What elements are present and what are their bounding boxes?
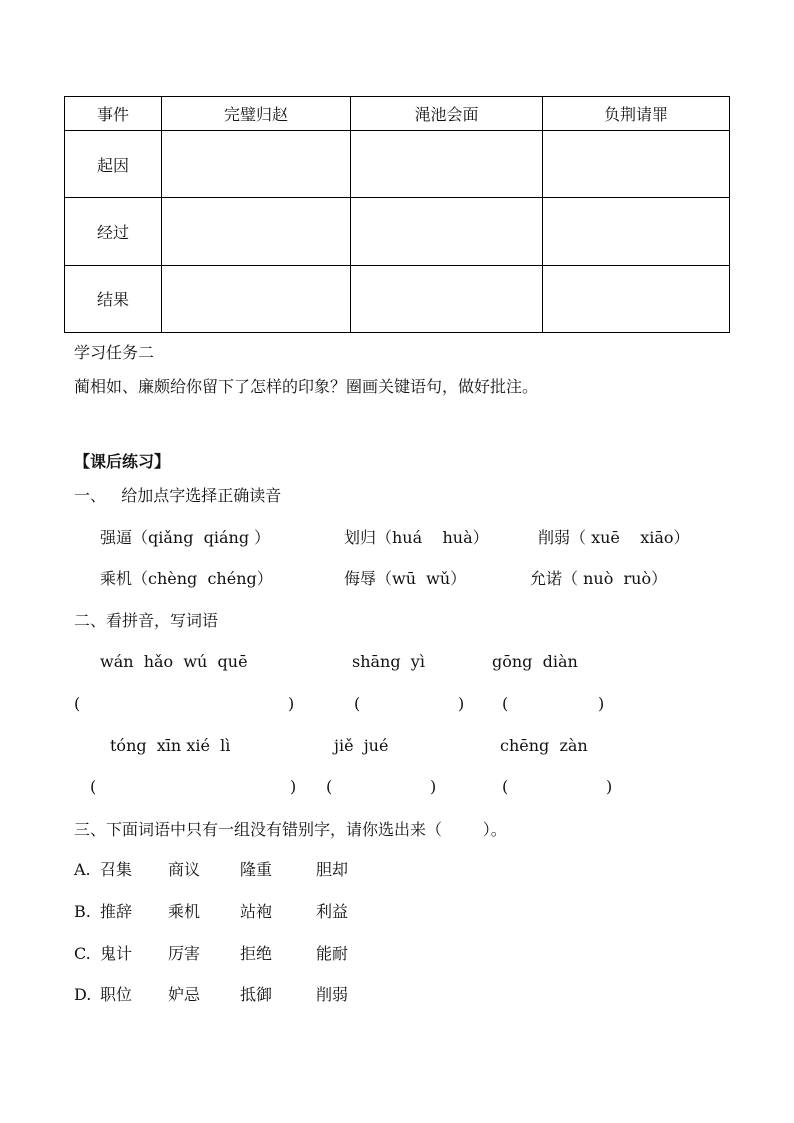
pinyin: jiě jué [334,736,389,755]
q1-item: 侮辱（wū wǔ） [344,569,467,588]
pinyin: gōng diàn [492,652,578,671]
option-word: 拒绝 [240,944,273,963]
answer-cell[interactable] [543,265,730,332]
option-word: 鬼计 [100,944,133,963]
answer-bracket-open: ( [326,777,333,796]
option-word: 能耐 [316,944,349,963]
row-label-process: 经过 [65,198,162,265]
table-row [65,265,730,332]
option-label: B. [74,902,91,921]
q1-item: 允诺（ nuò ruò） [530,569,668,588]
option-word: 利益 [316,902,349,921]
pinyin: shāng yì [352,652,425,671]
row-label-result: 结果 [65,265,162,332]
header-event: 事件 [65,97,162,131]
answer-bracket-open: ( [354,694,361,713]
table-header-row [65,97,730,131]
q2-title: 二、看拼音，写词语 [74,611,219,630]
pinyin: wán hǎo wú quē [100,652,248,671]
answer-bracket-close: ) [606,777,613,796]
answer-bracket-close: ) [290,777,297,796]
option-word: 商议 [168,860,201,879]
event-table [64,96,730,333]
q1-title: 一、 给加点字选择正确读音 [74,486,282,505]
answer-cell[interactable] [162,265,351,332]
option-word: 推辞 [100,902,133,921]
answer-bracket-close: ) [598,694,605,713]
answer-cell[interactable] [162,131,351,198]
answer-bracket-open: ( [502,694,509,713]
table-row [65,198,730,265]
option-word: 厉害 [168,944,201,963]
answer-bracket-open: ( [74,694,81,713]
option-word: 胆却 [316,860,349,879]
q3-title: 三、下面词语中只有一组没有错别字，请你选出来（ ）。 [74,820,507,839]
answer-bracket-close: ) [458,694,465,713]
table-row [65,131,730,198]
answer-cell[interactable] [351,265,543,332]
option-label: D. [74,985,92,1004]
answer-cell[interactable] [351,198,543,265]
q1-item: 强逼（qiǎng qiáng ） [100,528,271,547]
row-label-cause: 起因 [65,131,162,198]
answer-cell[interactable] [351,131,543,198]
header-story-2: 渑池会面 [351,97,543,131]
option-word: 站袍 [240,902,273,921]
task2-title: 学习任务二 [74,343,155,362]
answer-cell[interactable] [543,131,730,198]
answer-cell[interactable] [543,198,730,265]
task2-question: 蔺相如、廉颇给你留下了怎样的印象？圈画关键语句，做好批注。 [74,377,539,396]
answer-bracket-open: ( [90,777,97,796]
option-label: A. [74,860,91,879]
option-word: 召集 [100,860,133,879]
header-story-3: 负荆请罪 [543,97,730,131]
option-word: 抵御 [240,985,273,1004]
q1-item: 乘机（chèng chéng） [100,569,273,588]
option-word: 妒忌 [168,985,201,1004]
option-word: 职位 [100,985,133,1004]
option-word: 削弱 [316,985,349,1004]
header-story-1: 完璧归赵 [162,97,351,131]
option-word: 隆重 [240,860,273,879]
option-word: 乘机 [168,902,201,921]
option-label: C. [74,944,91,963]
q1-item: 削弱（ xuē xiāo） [538,528,690,547]
pinyin: tóng xīn xié lì [110,736,231,755]
practice-heading: 【课后练习】 [74,452,171,471]
q1-item: 划归（huá huà） [344,528,489,547]
answer-cell[interactable] [162,198,351,265]
answer-bracket-close: ) [430,777,437,796]
pinyin: chēng zàn [500,736,588,755]
answer-bracket-open: ( [502,777,509,796]
answer-bracket-close: ) [288,694,295,713]
